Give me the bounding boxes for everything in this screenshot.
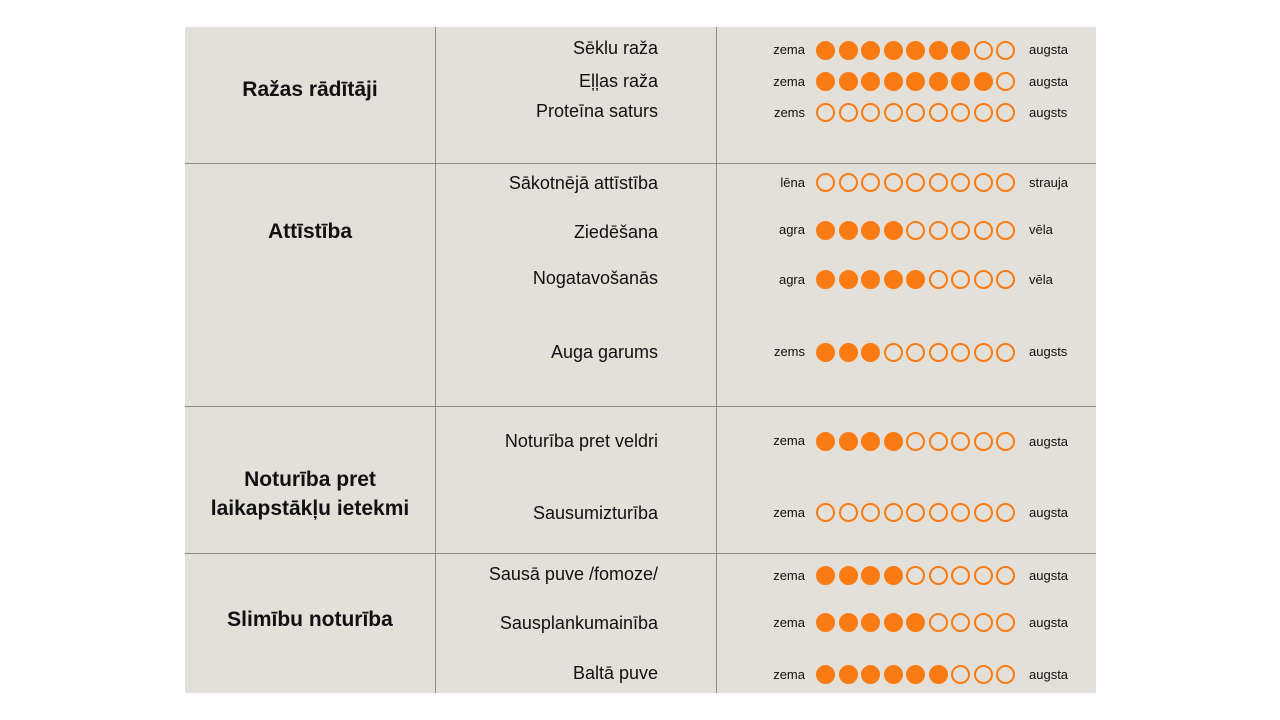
trait-name: Ziedēšana bbox=[573, 222, 658, 242]
rating-dot-filled bbox=[861, 613, 880, 632]
rating-dot-filled bbox=[906, 270, 925, 289]
rating-dot-empty bbox=[996, 72, 1015, 91]
rating-dot-empty bbox=[906, 566, 925, 585]
trait-name: Sausā puve /fomoze/ bbox=[488, 564, 658, 584]
rating-dot-filled bbox=[839, 665, 858, 684]
rating-dots bbox=[816, 343, 1015, 363]
rating-dot-empty bbox=[951, 432, 970, 451]
rating-dot-empty bbox=[906, 503, 925, 522]
rating-dot-empty bbox=[929, 270, 948, 289]
rating-dot-filled bbox=[884, 41, 903, 60]
rating-dots bbox=[816, 613, 1015, 633]
rating-dot-filled bbox=[839, 41, 858, 60]
rating-dot-empty bbox=[929, 613, 948, 632]
scale-low-label: zema bbox=[773, 568, 805, 583]
rating-dot-empty bbox=[816, 503, 835, 522]
rating-dot-filled bbox=[816, 41, 835, 60]
rating-dot-empty bbox=[951, 270, 970, 289]
rating-dot-empty bbox=[839, 173, 858, 192]
trait-name: Proteīna saturs bbox=[535, 101, 658, 121]
rating-dot-empty bbox=[974, 432, 993, 451]
rating-dot-empty bbox=[929, 432, 948, 451]
scale-high-label: vēla bbox=[1029, 272, 1053, 287]
rating-dot-filled bbox=[839, 221, 858, 240]
group-title-yield: Ražas rādītāji bbox=[242, 78, 378, 101]
rating-dot-empty bbox=[951, 503, 970, 522]
scale-low-label: agra bbox=[778, 272, 805, 287]
rating-dots bbox=[816, 270, 1015, 290]
rating-dot-filled bbox=[906, 72, 925, 91]
rating-dot-empty bbox=[996, 41, 1015, 60]
rating-dot-filled bbox=[839, 270, 858, 289]
rating-dots bbox=[816, 72, 1015, 92]
rating-dot-filled bbox=[861, 270, 880, 289]
rating-dot-empty bbox=[974, 221, 993, 240]
rating-dot-empty bbox=[974, 343, 993, 362]
trait-name: Nogatavošanās bbox=[532, 268, 658, 288]
trait-name: Baltā puve bbox=[572, 663, 658, 683]
rating-dot-empty bbox=[884, 503, 903, 522]
group-title-disease-resistance: Slimību noturība bbox=[227, 608, 393, 631]
rating-dot-empty bbox=[839, 503, 858, 522]
rating-dot-empty bbox=[816, 103, 835, 122]
rating-dot-empty bbox=[974, 665, 993, 684]
scale-high-label: vēla bbox=[1029, 222, 1053, 237]
trait-name: Noturība pret veldri bbox=[504, 431, 658, 451]
scale-low-label: lēna bbox=[780, 175, 805, 190]
rating-dot-filled bbox=[974, 72, 993, 91]
rating-dot-empty bbox=[884, 173, 903, 192]
rating-dot-filled bbox=[861, 432, 880, 451]
rating-dot-filled bbox=[816, 343, 835, 362]
trait-name: Sēklu raža bbox=[572, 38, 658, 58]
scale-low-label: zema bbox=[773, 667, 805, 682]
rating-dot-filled bbox=[816, 613, 835, 632]
row-divider bbox=[185, 406, 1096, 407]
rating-dot-empty bbox=[996, 432, 1015, 451]
rating-dot-filled bbox=[884, 613, 903, 632]
rating-dot-filled bbox=[861, 566, 880, 585]
rating-dot-filled bbox=[861, 72, 880, 91]
rating-dot-empty bbox=[906, 343, 925, 362]
rating-dots bbox=[816, 221, 1015, 241]
rating-dot-filled bbox=[951, 72, 970, 91]
scale-low-label: zema bbox=[773, 74, 805, 89]
rating-dot-filled bbox=[951, 41, 970, 60]
rating-dot-filled bbox=[906, 665, 925, 684]
rating-dot-filled bbox=[861, 41, 880, 60]
rating-dot-empty bbox=[929, 566, 948, 585]
rating-dot-empty bbox=[974, 173, 993, 192]
rating-dot-empty bbox=[861, 503, 880, 522]
scale-low-label: agra bbox=[778, 222, 805, 237]
group-title-development: Attīstība bbox=[268, 220, 352, 243]
rating-dot-filled bbox=[839, 72, 858, 91]
trait-name: Sausumizturība bbox=[532, 503, 658, 523]
rating-dot-empty bbox=[996, 566, 1015, 585]
rating-dot-empty bbox=[906, 103, 925, 122]
rating-dot-empty bbox=[884, 103, 903, 122]
rating-dot-filled bbox=[884, 72, 903, 91]
scale-high-label: augsta bbox=[1029, 42, 1069, 57]
rating-dot-filled bbox=[884, 221, 903, 240]
rating-dot-filled bbox=[839, 613, 858, 632]
rating-dot-empty bbox=[996, 103, 1015, 122]
rating-dot-filled bbox=[816, 221, 835, 240]
trait-name: Sākotnējā attīstība bbox=[508, 173, 658, 193]
scale-high-label: augsts bbox=[1029, 344, 1068, 359]
rating-dot-empty bbox=[929, 503, 948, 522]
rating-dot-empty bbox=[951, 103, 970, 122]
scale-low-label: zems bbox=[773, 105, 805, 120]
rating-dot-filled bbox=[884, 665, 903, 684]
rating-dot-empty bbox=[951, 665, 970, 684]
rating-dot-filled bbox=[929, 665, 948, 684]
scale-low-label: zema bbox=[773, 615, 805, 630]
rating-dot-filled bbox=[816, 72, 835, 91]
rating-dot-filled bbox=[816, 432, 835, 451]
rating-dot-empty bbox=[974, 613, 993, 632]
rating-dots bbox=[816, 566, 1015, 586]
rating-dot-empty bbox=[861, 173, 880, 192]
rating-dot-filled bbox=[884, 566, 903, 585]
rating-dot-empty bbox=[996, 270, 1015, 289]
rating-dot-filled bbox=[929, 41, 948, 60]
scale-low-label: zema bbox=[773, 505, 805, 520]
trait-name: Eļļas raža bbox=[578, 71, 658, 91]
scale-low-label: zema bbox=[773, 433, 805, 448]
rating-dot-filled bbox=[884, 432, 903, 451]
rating-dot-empty bbox=[906, 221, 925, 240]
rating-dot-filled bbox=[816, 665, 835, 684]
rating-dots bbox=[816, 665, 1015, 685]
scale-high-label: augsta bbox=[1029, 667, 1069, 682]
rating-dot-filled bbox=[861, 221, 880, 240]
rating-dot-filled bbox=[906, 613, 925, 632]
rating-dot-empty bbox=[974, 41, 993, 60]
scale-high-label: augsta bbox=[1029, 434, 1069, 449]
rating-dot-empty bbox=[906, 432, 925, 451]
rating-dot-empty bbox=[996, 343, 1015, 362]
rating-dot-filled bbox=[861, 665, 880, 684]
column-divider bbox=[716, 27, 717, 693]
scale-low-label: zems bbox=[773, 344, 805, 359]
scale-high-label: augsts bbox=[1029, 105, 1068, 120]
rating-dot-empty bbox=[996, 221, 1015, 240]
row-divider bbox=[185, 163, 1096, 164]
rating-dots bbox=[816, 432, 1015, 452]
rating-dot-filled bbox=[906, 41, 925, 60]
rating-dot-empty bbox=[996, 613, 1015, 632]
rating-dot-empty bbox=[929, 343, 948, 362]
rating-dot-filled bbox=[816, 566, 835, 585]
scale-high-label: strauja bbox=[1029, 175, 1069, 190]
rating-dot-empty bbox=[951, 173, 970, 192]
rating-dot-empty bbox=[861, 103, 880, 122]
scale-high-label: augsta bbox=[1029, 615, 1069, 630]
rating-dot-filled bbox=[839, 432, 858, 451]
rating-dot-empty bbox=[951, 221, 970, 240]
rating-dot-filled bbox=[929, 72, 948, 91]
rating-dot-empty bbox=[929, 103, 948, 122]
rating-dot-empty bbox=[816, 173, 835, 192]
scale-high-label: augsta bbox=[1029, 74, 1069, 89]
rating-dot-empty bbox=[974, 503, 993, 522]
rating-dot-empty bbox=[951, 613, 970, 632]
rating-dot-empty bbox=[929, 221, 948, 240]
rating-dot-empty bbox=[996, 665, 1015, 684]
scale-high-label: augsta bbox=[1029, 505, 1069, 520]
rating-dots bbox=[816, 503, 1015, 523]
group-title-weather-resistance: Noturība pret laikapstākļu ietekmi bbox=[210, 468, 410, 520]
scale-low-label: zema bbox=[773, 42, 805, 57]
rating-dot-empty bbox=[929, 173, 948, 192]
trait-name: Sausplankumainība bbox=[499, 613, 658, 633]
rating-dot-filled bbox=[884, 270, 903, 289]
rating-dots bbox=[816, 173, 1015, 193]
trait-name: Auga garums bbox=[550, 342, 658, 362]
rating-dot-empty bbox=[974, 103, 993, 122]
scale-high-label: augsta bbox=[1029, 568, 1069, 583]
rating-dot-empty bbox=[884, 343, 903, 362]
row-divider bbox=[185, 553, 1096, 554]
rating-dot-filled bbox=[861, 343, 880, 362]
rating-dot-empty bbox=[906, 173, 925, 192]
rating-dot-empty bbox=[839, 103, 858, 122]
rating-dots bbox=[816, 41, 1015, 61]
rating-dot-empty bbox=[996, 503, 1015, 522]
traits-table bbox=[185, 27, 1096, 693]
rating-dots bbox=[816, 103, 1015, 123]
rating-dot-empty bbox=[951, 343, 970, 362]
rating-dot-empty bbox=[974, 566, 993, 585]
rating-dot-filled bbox=[839, 566, 858, 585]
rating-dot-filled bbox=[816, 270, 835, 289]
rating-dot-filled bbox=[839, 343, 858, 362]
rating-dot-empty bbox=[996, 173, 1015, 192]
rating-dot-empty bbox=[974, 270, 993, 289]
rating-dot-empty bbox=[951, 566, 970, 585]
